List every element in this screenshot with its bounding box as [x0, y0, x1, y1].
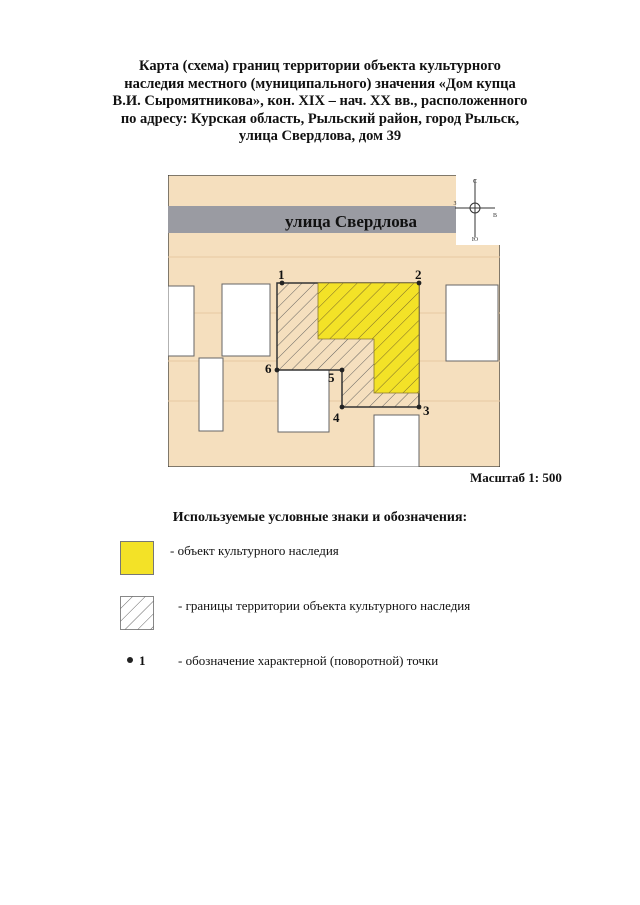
turning-point-4 [340, 405, 345, 410]
building-center-bottom [278, 370, 329, 432]
point-label-4: 4 [333, 410, 340, 425]
compass-box [456, 175, 500, 245]
building-left-bottom [199, 358, 223, 431]
legend-item-territory: - границы территории объекта культурного наследия [178, 598, 471, 613]
turning-point-5 [340, 368, 345, 373]
legend-point-symbol [127, 653, 146, 669]
legend-swatch-heritage-object [120, 541, 154, 575]
turning-point-6 [275, 368, 280, 373]
map-scale: Масштаб 1: 500 [470, 470, 562, 485]
turning-point-3 [417, 405, 422, 410]
compass-west: З [453, 201, 457, 207]
title-line-2: наследия местного (муниципального) значения «Дом купца [124, 75, 516, 92]
title-line-1: Карта (схема) границ территории объекта культурного [139, 58, 501, 74]
compass-south: Ю [471, 237, 479, 243]
title-line-5: улица Свердлова, дом 39 [238, 128, 402, 144]
page-title [100, 58, 540, 146]
building-left [168, 286, 194, 356]
legend-title: Используемые условные знаки и обозначения: [172, 510, 468, 525]
title-line-3: В.И. Сыромятникова», кон. XIX – нач. XX вв., расположенного [112, 93, 528, 109]
point-label-3: 3 [423, 403, 430, 418]
point-label-6: 6 [265, 361, 272, 376]
building-left-center [222, 284, 270, 356]
point-dot-icon [127, 657, 133, 663]
legend-item-turning-point: - обозначение характерной (поворотной) точки [178, 653, 439, 668]
compass-east: В [492, 213, 498, 219]
point-label-1: 1 [278, 267, 285, 282]
title-line-4: по адресу: Курская область, Рыльский район, город Рыльск, [120, 110, 520, 127]
legend-swatch-territory [120, 596, 154, 630]
building-bottom-right [374, 415, 419, 467]
building-right [446, 285, 498, 361]
compass-north: С [472, 179, 478, 185]
point-label-5: 5 [328, 370, 335, 385]
legend-point-number: 1 [139, 653, 146, 668]
street-label: улица Свердлова [284, 212, 418, 231]
point-label-2: 2 [415, 267, 422, 282]
site-map [168, 175, 500, 467]
legend-item-heritage-object: - объект культурного наследия [170, 543, 339, 558]
